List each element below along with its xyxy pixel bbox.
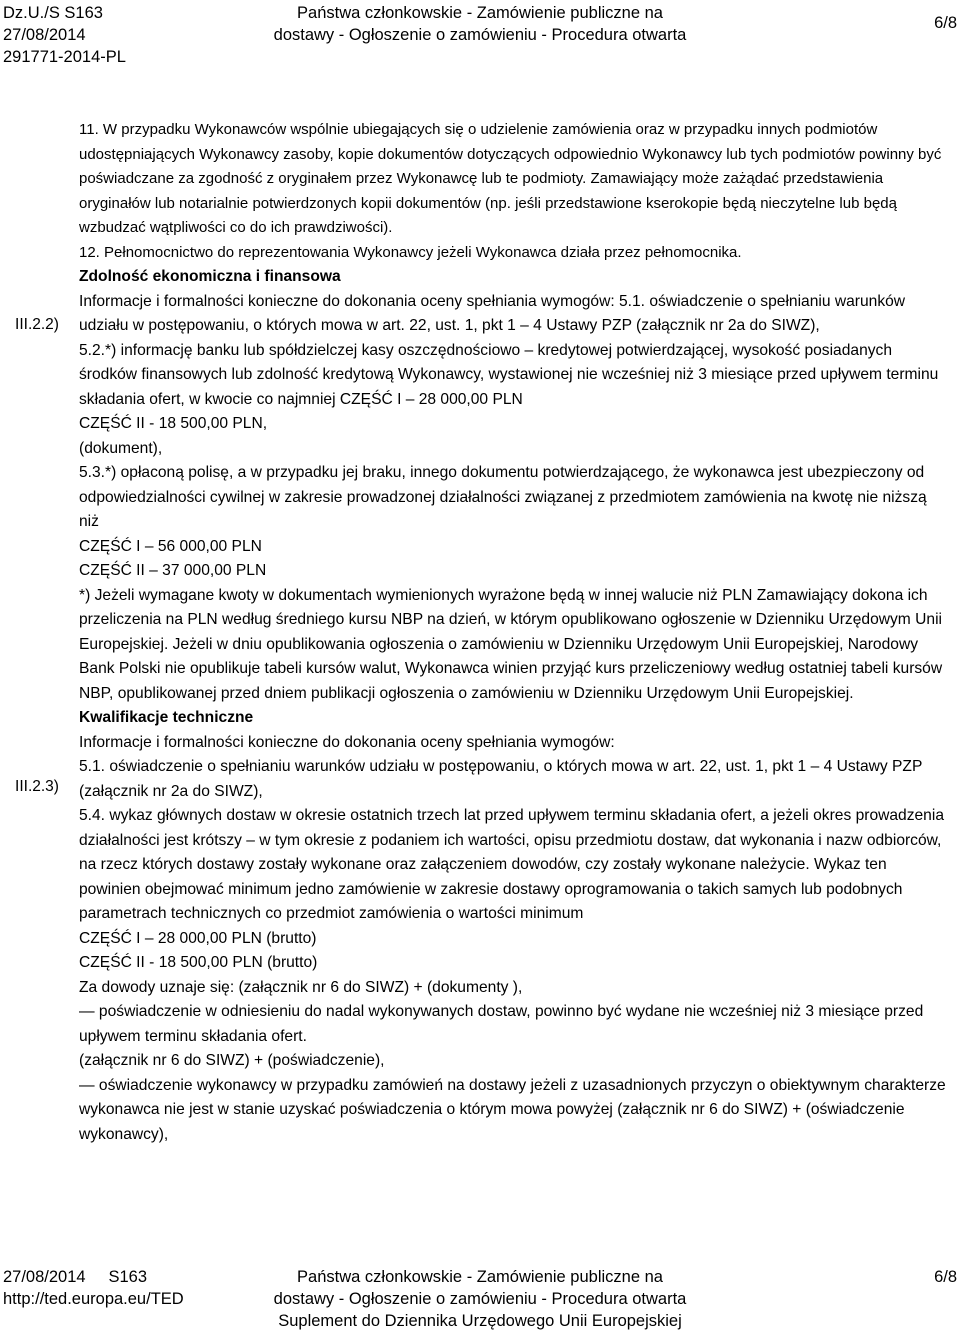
footer-url-link[interactable]: http://ted.europa.eu/TED	[3, 1290, 184, 1308]
header-center	[0, 2, 960, 46]
footer-title-line2: dostawy - Ogłoszenie o zamówieniu - Procedura otwarta	[273, 1290, 687, 1308]
notice-number: 291771-2014-PL	[3, 48, 126, 66]
section-heading-economic: Zdolność ekonomiczna i finansowa	[79, 268, 341, 285]
section-label-iii-2-3: III.2.3)	[15, 778, 59, 795]
footer-page-number: 6/8	[934, 1268, 957, 1286]
section-label-iii-2-2: III.2.2)	[15, 316, 59, 333]
page-footer	[0, 1264, 960, 1334]
page-header	[0, 0, 960, 70]
paragraph-11: 11. W przypadku Wykonawców wspólnie ubiegających się o udzielenie zamówienia oraz w przypadku innych podmiotów udostępniających Wykonawcy zasoby, kopie dokumentów dotyczących odpowiednio Wykonawcy lub tych podmiotów powinny być poświadczane za zgodność z oryginałem przez Wykonawcę lub te podmioty. Zamawiający może zażądać przedstawienia oryginałów lub notarialnie potwierdzonych kopii dokumentów (np. jeśli przedstawione kserokopie będą nieczytelne lub będą wzbudzać wątpliwości co do ich prawdziwości).	[79, 121, 942, 236]
section-text-technical: Informacje i formalności konieczne do dokonania oceny spełniania wymogów: 5.1. oświadczenie o spełnianiu warunków udziału w postępowaniu, o których mowa w art. 22, ust. 1, pkt 1 – 4 Ustawy PZP (załącznik nr 2a do SIWZ), 5.4. wykaz głównych dostaw w okresie ostatnich trzech lat przed upływem terminu składania ofert, a jeżeli okres prowadzenia działalności jest krótszy – w tym okresie z podaniem ich wartości, opisu przedmiotu dostaw, dat wykonania i nazw odbiorców, na rzecz których dostawy zostały wykonane oraz załączeniem dowodów, czy zostały wykonane należycie. Wykaz ten powinien obejmować minimum jedno zamówienie w zakresie dostawy oprogramowania o takich samych lub podobnych parametrach technicznych co przedmiot zamówienia o wartości minimum CZĘŚĆ I – 28 000,00 PLN (brutto) CZĘŚĆ II - 18 500,00 PLN (brutto) Za dowody uznaje się: (załącznik nr 6 do SIWZ) + (dokumenty ), — poświadczenie w odniesieniu do nadal wykonywanych dostaw, powinno być wydane nie wcześniej niż 3 miesiące przed upływem terminu składania ofert. (załącznik nr 6 do SIWZ) + (poświadczenie), — oświadczenie wykonawcy w przypadku zamówień na dostawy jeżeli z uzasadnionych przyczyn o obiektywnym charakterze wykonawca nie jest w stanie uzyskać poświadczenia o którym mowa powyżej (załącznik nr 6 do SIWZ) + (oświadczenie wykonawcy),	[79, 733, 946, 1143]
header-page-number: 6/8	[934, 14, 957, 32]
footer-center	[0, 1266, 960, 1332]
section-text-economic: Informacje i formalności konieczne do dokonania oceny spełniania wymogów: 5.1. oświadczenie o spełnianiu warunków udziału w postępowaniu, o których mowa w art. 22, ust. 1, pkt 1 – 4 Ustawy PZP (załącznik nr 2a do SIWZ), 5.2.*) informację banku lub spółdzielczej kasy oszczędnościowo – kredytowej potwierdzającej, wysokość posiadanych środków finansowych lub zdolność kredytową Wykonawcy, wystawionej nie wcześniej niż 3 miesiące przed upływem terminu składania ofert, w kwocie co najmniej CZĘŚĆ I – 28 000,00 PLN CZĘŚĆ II - 18 500,00 PLN, (dokument), 5.3.*) opłaconą polisę, a w przypadku jej braku, innego dokumentu potwierdzającego, że wykonawca jest ubezpieczony od odpowiedzialności cywilnej w zakresie prowadzonej działalności związanej z przedmiotem zamówienia na kwotę nie niższą niż CZĘŚĆ I – 56 000,00 PLN CZĘŚĆ II – 37 000,00 PLN *) Jeżeli wymagane kwoty w dokumentach wymienionych wyrażone będą w innej walucie niż PLN Zamawiający dokona ich przeliczenia na PLN według średniego kursu NBP na dzień, w którym opublikowano ogłoszenie w Dzienniku Urzędowym Unii Europejskiej. Jeżeli w dniu opublikowania ogłoszenia o zamówieniu w Dzienniku Urzędowym Unii Europejskiej, Narodowy Bank Polski nie opublikuje tabeli kursów walut, Wykonawca winien przyjąć kurs przeliczeniowy według ostatniej tabeli kursów NBP, opublikowanej przed dniem publikacji ogłoszenia o zamówieniu w Dzienniku Urzędowym Unii Europejskiej.	[79, 292, 943, 702]
section-heading-technical: Kwalifikacje techniczne	[79, 709, 254, 726]
journal-ref: Dz.U./S S163	[3, 4, 103, 22]
footer-title-line3: Suplement do Dziennika Urzędowego Unii Europejskiej	[278, 1312, 682, 1330]
footer-title-line1: Państwa członkowskie - Zamówienie publiczne na	[297, 1268, 663, 1286]
header-title-line2: dostawy - Ogłoszenie o zamówieniu - Procedura otwarta	[273, 26, 687, 44]
publication-date: 27/08/2014	[3, 26, 86, 44]
paragraph-12: 12. Pełnomocnictwo do reprezentowania Wykonawcy jeżeli Wykonawca działa przez pełnomocnika.	[79, 243, 742, 261]
header-title-line1: Państwa członkowskie - Zamówienie publiczne na	[297, 4, 663, 22]
footer-date-issue: 27/08/2014 S163	[3, 1268, 148, 1286]
document-body	[79, 118, 949, 1147]
